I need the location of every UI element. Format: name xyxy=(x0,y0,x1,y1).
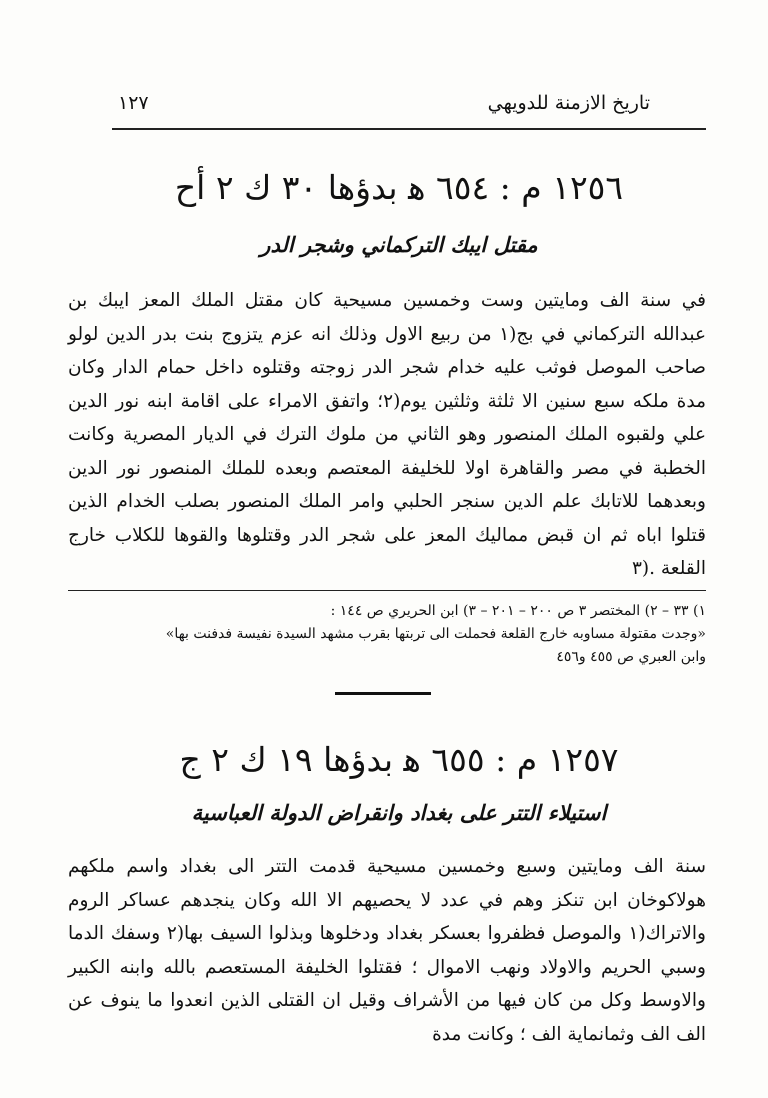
header-rule xyxy=(112,128,706,130)
book-title: تاريخ الازمنة للدويهي xyxy=(487,92,650,114)
page-header xyxy=(118,92,650,114)
section-date-heading: ١٢٥٧ م : ٦٥٥ ﻫ بدؤها ١٩ ك ٢ ج xyxy=(179,740,619,779)
body-paragraph: في سنة الف ومايتين وست وخمسين مسيحية كان مقتل الملك المعز ايبك بن عبدالله التركماني في بج(١ من ربيع الاول وذلك انه عزم يتزوج بنت بدر الدين لولو صاحب الموصل فوثب عليه خدام شجر الدر زوجته وقتلوه داخل حمام الدار وكان مدة ملكه سبع سنين الا ثلثة وثلثين يوم(٢؛ واتفق الامراء على اقامة ابنه نور الدين علي ولقبوه الملك المنصور وهو الثاني من ملوك الترك في الديار المصرية وكانت الخطبة في مصر والقاهرة اولا للخليفة المعتصم وبعده للملك المنصور نور الدين وبعدهما للاتابك علم الدين سنجر الحلبي وامر الملك المنصور بصلب الخدام الذين قتلوا اباه ثم ان قبض مماليك المعز على شجر الدر وقتلوها والقوها للكلاب خارج القلعة .(٣ xyxy=(68,290,706,579)
footnote-rule xyxy=(68,590,706,591)
footnotes xyxy=(68,600,706,669)
section-title: مقتل ايبك التركماني وشجر الدر xyxy=(260,232,538,257)
section-date-heading: ١٢٥٦ م : ٦٥٤ ﻫ بدؤها ٣٠ ك ٢ أح xyxy=(174,168,624,207)
body-paragraph: سنة الف ومايتين وسبع وخمسين مسيحية قدمت التتر الى بغداد واسم ملكهم هولاكوخان ابن تنكز وهم في عدد لا يحصيهم الا الله وكان ينجدهم عساكر الروم والاتراك(١ والموصل فظفروا بعسكر بغداد ودخلوها وبذلوا السيف بها(٢ وسفك الدما وسبي الحريم والاولاد ونهب الاموال ؛ فقتلوا الخليفة المستعصم بالله وابنه الكبير والاوسط وكل من كان فيها من الأشراف وقيل ان القتلى الذين انعدوا ما ينوف عن الف الف وثمانماية الف ؛ وكانت مدة xyxy=(68,856,706,1045)
footnote-line: «وجدت مقتولة مساوبه خارج القلعة فحملت الى تربتها بقرب مشهد السيدة نفيسة فدفنت بها» xyxy=(165,626,706,642)
section-body xyxy=(68,284,706,586)
section-separator xyxy=(335,692,431,695)
page-number: ١٢٧ xyxy=(118,92,149,114)
footnote-line: وابن العبري ص ٤٥٥ و٤٥٦ xyxy=(556,649,706,665)
section-title: استيلاء التتر على بغداد وانقراض الدولة العباسية xyxy=(191,800,607,825)
footnote-line: ١) ٣٣ – ٢) المختصر ٣ ص ٢٠٠ – ٢٠١ – ٣) ابن الحريري ص ١٤٤ : xyxy=(330,603,706,619)
section-body xyxy=(68,850,706,1051)
